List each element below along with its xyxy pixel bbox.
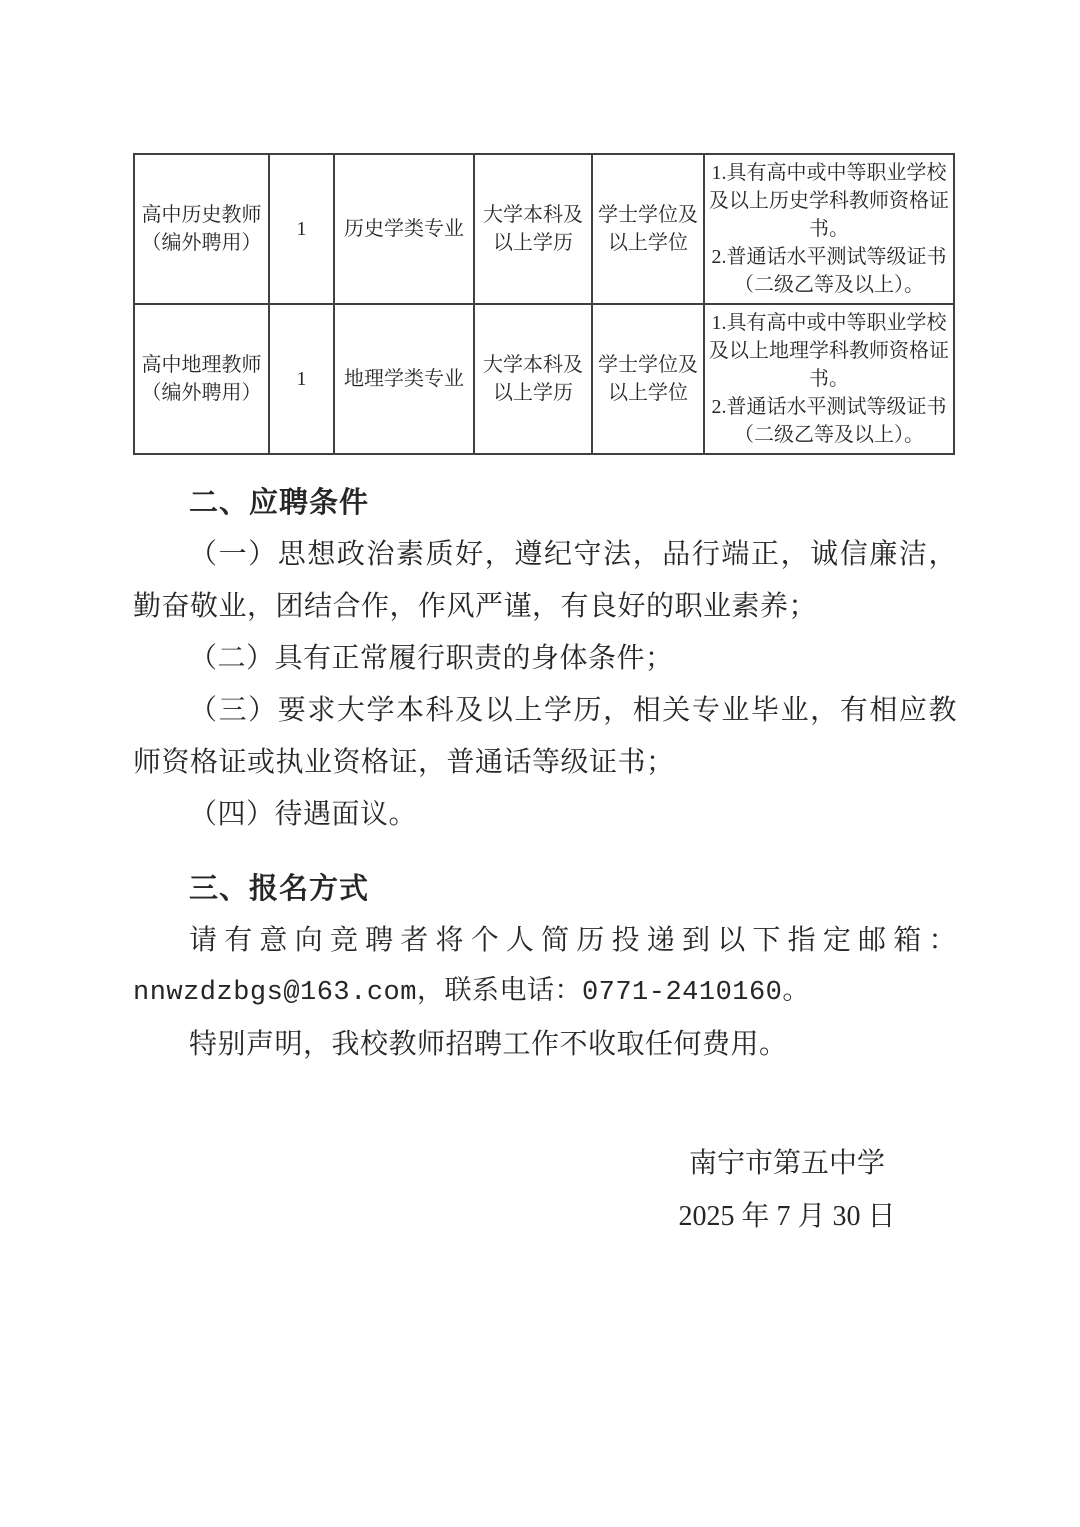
- contact-line: nnwzdzbgs@163.com，联系电话：0771-2410160。: [133, 978, 810, 1008]
- requirement-line: 2.普通话水平测试等级证书（二级乙等及以上）。: [711, 396, 947, 446]
- position-cell: 高中地理教师（编外聘用）: [134, 304, 269, 454]
- degree-cell: 学士学位及以上学位: [592, 154, 704, 304]
- condition-item-4: （四）待遇面议。: [189, 799, 418, 830]
- apply-instruction-line: 请有意向竞聘者将个人简历投递到以下指定邮箱：: [189, 925, 957, 956]
- signature-block: [632, 1137, 942, 1243]
- position-cell: 高中历史教师（编外聘用）: [134, 154, 269, 304]
- table-row-history: [134, 154, 954, 304]
- table-row-geography: [134, 304, 954, 454]
- disclaimer-line: 特别声明，我校教师招聘工作不收取任何费用。: [189, 1029, 788, 1060]
- count-cell: 1: [269, 154, 334, 304]
- signature-date: 2025 年 7 月 30 日: [678, 1201, 896, 1232]
- requirement-line: 1.具有高中或中等职业学校及以上地理学科教师资格证书。: [709, 312, 949, 390]
- requirements-cell: [704, 154, 954, 304]
- document-content: [133, 153, 957, 1243]
- major-cell: 历史学类专业: [334, 154, 474, 304]
- section-heading-conditions: 二、应聘条件: [189, 487, 370, 519]
- position-table: [133, 153, 955, 455]
- education-cell: 大学本科及以上学历: [474, 304, 592, 454]
- count-cell: 1: [269, 304, 334, 454]
- requirement-line: 2.普通话水平测试等级证书（二级乙等及以上）。: [711, 246, 947, 296]
- degree-cell: 学士学位及以上学位: [592, 304, 704, 454]
- condition-item-1: （一）思想政治素质好，遵纪守法，品行端正，诚信廉洁，勤奋敬业，团结合作，作风严谨，有良好的职业素养；: [133, 539, 957, 622]
- education-cell: 大学本科及以上学历: [474, 154, 592, 304]
- requirements-cell: [704, 304, 954, 454]
- signature-organization: 南宁市第五中学: [688, 1148, 885, 1179]
- condition-item-2: （二）具有正常履行职责的身体条件；: [189, 643, 674, 674]
- section-heading-apply: 三、报名方式: [189, 873, 370, 905]
- condition-item-3: （三）要求大学本科及以上学历，相关专业毕业，有相应教师资格证或执业资格证，普通话等级证书；: [133, 695, 957, 778]
- major-cell: 地理学类专业: [334, 304, 474, 454]
- requirement-line: 1.具有高中或中等职业学校及以上历史学科教师资格证书。: [709, 162, 949, 240]
